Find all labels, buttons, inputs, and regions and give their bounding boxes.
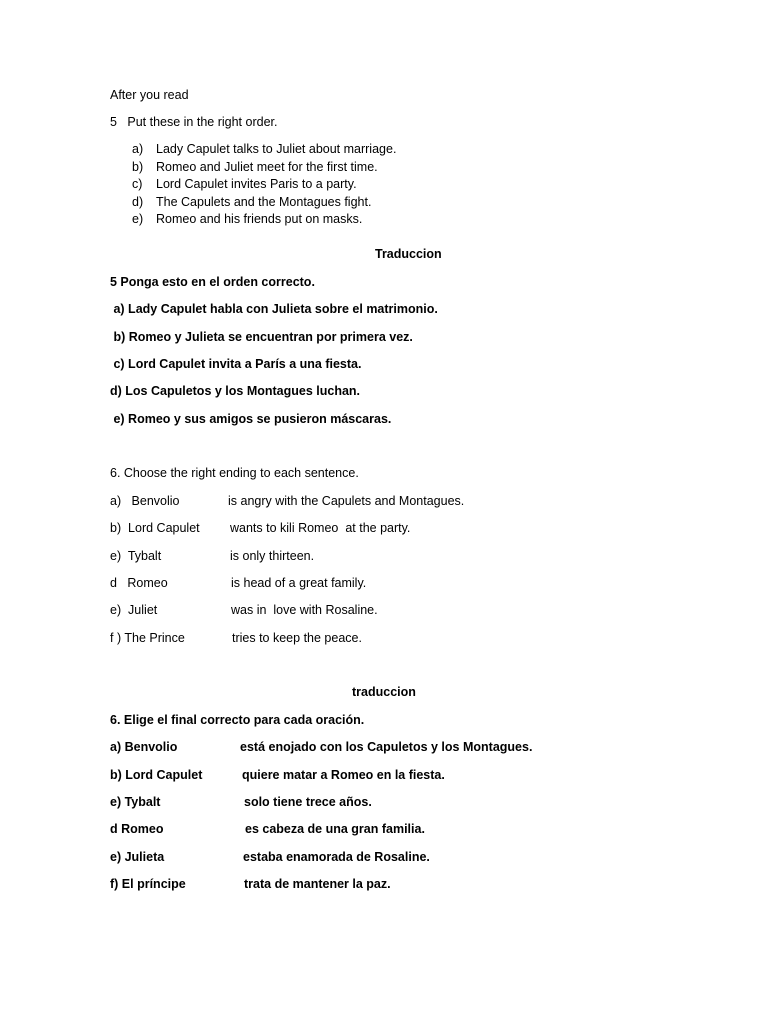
pregunta-5: 5 Ponga esto en el orden correcto. [110,275,315,289]
list-item-letter: b) [132,160,144,174]
match-item-left: e) Tybalt [110,795,161,809]
match-item-left: b) Lord Capulet [110,768,203,782]
list-item-text: Romeo and Juliet meet for the first time. [156,160,378,174]
match-item-left: f ) The Prince [110,631,185,645]
traduccion-item: c) Lord Capulet invita a París a una fiesta. [110,357,362,371]
match-item-right: is head of a great family. [231,576,367,590]
traduccion-item: b) Romeo y Julieta se encuentran por primera vez. [110,330,413,344]
list-item-text: Romeo and his friends put on masks. [156,212,363,226]
match-item-right: tries to keep the peace. [232,631,362,645]
question-5: 5 Put these in the right order. [110,115,278,129]
match-item-right: is only thirteen. [230,549,315,563]
match-item-right: wants to kili Romeo at the party. [230,521,411,535]
match-item-right: was in love with Rosaline. [231,603,378,617]
match-item-right: trata de mantener la paz. [244,877,391,891]
match-item-right: estaba enamorada de Rosaline. [243,850,430,864]
match-item-left: e) Tybalt [110,549,162,563]
traduccion-heading: Traduccion [375,247,442,261]
match-item-right: quiere matar a Romeo en la fiesta. [242,768,445,782]
list-item-letter: d) [132,195,144,209]
match-item-right: is angry with the Capulets and Montagues. [228,494,465,508]
list-item-text: Lady Capulet talks to Juliet about marriage. [156,142,397,156]
list-item-letter: a) [132,142,144,156]
pregunta-6: 6. Elige el final correcto para cada oración. [110,713,365,727]
match-item-left: a) Benvolio [110,494,180,508]
match-item-right: solo tiene trece años. [244,795,372,809]
match-item-right: está enojado con los Capuletos y los Montagues. [240,740,533,754]
match-item-left: b) Lord Capulet [110,521,200,535]
list-item-letter: e) [132,212,144,226]
match-item-left: a) Benvolio [110,740,178,754]
question-6: 6. Choose the right ending to each sentence. [110,466,359,480]
traduccion-item: e) Romeo y sus amigos se pusieron máscaras. [110,412,392,426]
match-item-left: e) Julieta [110,850,165,864]
after-you-read-heading: After you read [110,88,189,102]
traduccion-item: d) Los Capuletos y los Montagues luchan. [110,384,361,398]
traduccion-heading-2: traduccion [352,685,416,699]
match-item-right: es cabeza de una gran familia. [245,822,425,836]
list-item-text: Lord Capulet invites Paris to a party. [156,177,357,191]
list-item-letter: c) [132,177,143,191]
match-item-left: e) Juliet [110,603,158,617]
list-item-text: The Capulets and the Montagues fight. [156,195,372,209]
match-item-left: f) El príncipe [110,877,186,891]
traduccion-item: a) Lady Capulet habla con Julieta sobre el matrimonio. [110,302,438,316]
match-item-left: d Romeo [110,822,164,836]
match-item-left: d Romeo [110,576,168,590]
